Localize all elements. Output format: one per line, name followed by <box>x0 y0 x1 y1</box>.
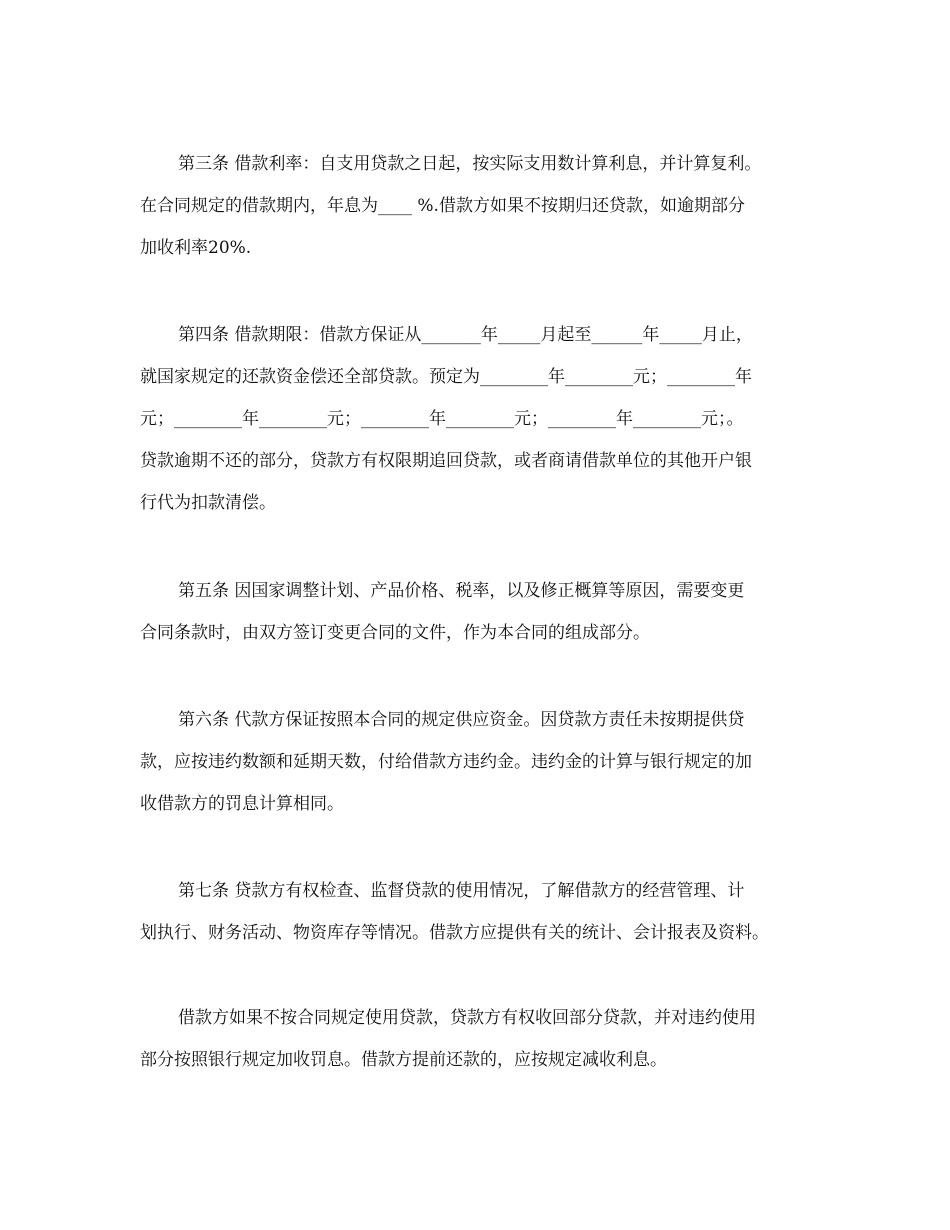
text-line: 加收利率20%. <box>140 238 252 258</box>
text-line: 第五条 因国家调整计划、产品价格、税率，以及修正概算等原因，需要变更 <box>178 581 745 601</box>
article-7-supplement-paragraph <box>140 997 840 1081</box>
text-line: 款，应按违约数额和延期天数，付给借款方违约金。违约金的计算与银行规定的加 <box>140 752 752 772</box>
text-line: 收借款方的罚息计算相同。 <box>140 794 344 814</box>
text-line: 第七条 贷款方有权检查、监督贷款的使用情况，了解借款方的经营管理、计 <box>178 881 745 901</box>
text-line: 元；________年________元；________年________元；________年________元；。 <box>140 409 744 429</box>
text-line: 在合同规定的借款期内，年息为____ %.借款方如果不按期归还贷款，如逾期部分 <box>140 196 745 216</box>
article-7-paragraph <box>140 870 840 954</box>
text-line: 借款方如果不按合同规定使用贷款，贷款方有权收回部分贷款，并对违约使用 <box>178 1008 756 1028</box>
text-line: 部分按照银行规定加收罚息。借款方提前还款的，应按规定减收利息。 <box>140 1050 667 1070</box>
text-line: 贷款逾期不还的部分，贷款方有权限期追回贷款，或者商请借款单位的其他开户银 <box>140 451 752 471</box>
article-3-paragraph <box>140 143 840 269</box>
text-line: 合同条款时，由双方签订变更合同的文件，作为本合同的组成部分。 <box>140 623 650 643</box>
text-line: 第六条 代款方保证按照本合同的规定供应资金。因贷款方责任未按期提供贷 <box>178 710 745 730</box>
text-line: 就国家规定的还款资金偿还全部贷款。预定为________年________元；________年 <box>140 367 752 387</box>
text-line: 行代为扣款清偿。 <box>140 493 276 513</box>
article-5-paragraph <box>140 570 840 654</box>
article-4-paragraph <box>140 314 840 524</box>
article-6-paragraph <box>140 699 840 825</box>
text-line: 第四条 借款期限：借款方保证从_______年_____月起至______年_____月止， <box>178 325 753 345</box>
text-line: 划执行、财务活动、物资库存等情况。借款方应提供有关的统计、会计报表及资料。 <box>140 923 769 943</box>
text-line: 第三条 借款利率：自支用贷款之日起，按实际支用数计算利息，并计算复利。 <box>178 154 762 174</box>
